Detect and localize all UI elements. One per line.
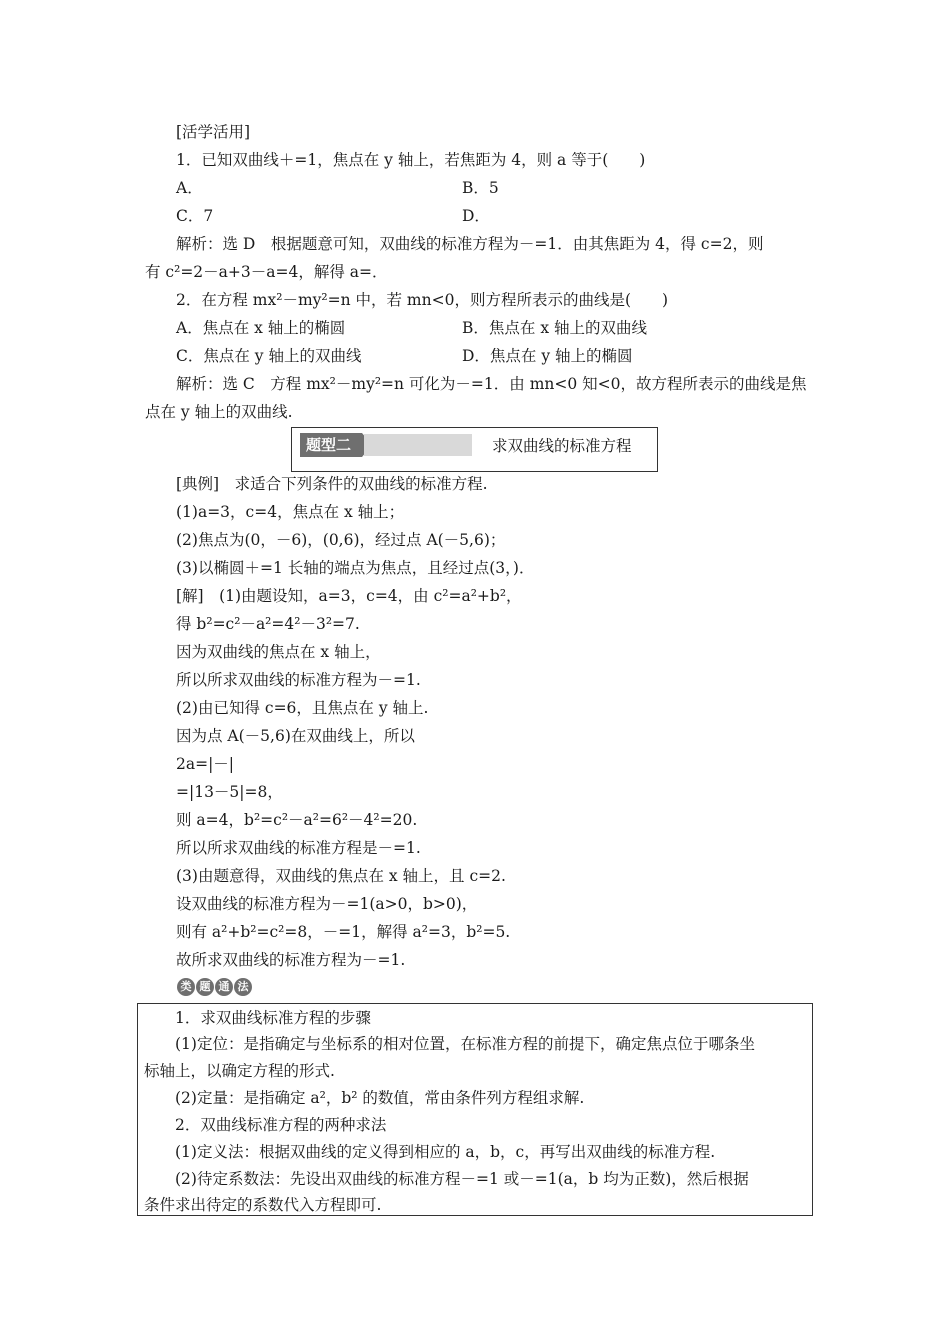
summary-line-7: (2)待定系数法：先设出双曲线的标准方程－=1 或－=1(a，b 均为正数)，然后根据 xyxy=(175,1170,749,1188)
question-1: 1．已知双曲线＋=1，焦点在 y 轴上，若焦距为 4，则 a 等于( ) xyxy=(176,151,646,169)
badge-char: 题 xyxy=(196,978,214,996)
q2-option-a: A．焦点在 x 轴上的椭圆 xyxy=(176,319,346,337)
section-tag: 题型二 xyxy=(300,433,362,457)
practice-heading: [活学活用] xyxy=(176,123,251,141)
example-line-4: (3)以椭圆＋=1 长轴的端点为焦点，且经过点(3，)． xyxy=(176,559,535,577)
example-line-7: 因为双曲线的焦点在 x 轴上， xyxy=(176,643,381,661)
q1-solution-line-2: 有 c²=2－a+3－a=4，解得 a=． xyxy=(145,263,388,281)
badge-char: 法 xyxy=(234,978,252,996)
example-line-17: 则有 a²+b²=c²=8，－=1，解得 a²=3，b²=5. xyxy=(176,923,511,941)
example-line-8: 所以所求双曲线的标准方程为－=1. xyxy=(176,671,421,689)
q2-solution-line-1: 解析：选 C 方程 mx²－my²=n 可化为－=1．由 mn<0 知<0，故方程所表示的曲线是焦 xyxy=(176,375,807,393)
q2-option-b: B．焦点在 x 轴上的双曲线 xyxy=(462,319,647,337)
summary-line-4: (2)定量：是指确定 a²，b² 的数值，常由条件列方程组求解. xyxy=(175,1089,585,1107)
summary-line-2: (1)定位：是指确定与坐标系的相对位置，在标准方程的前提下，确定焦点位于哪条坐 xyxy=(175,1035,755,1053)
example-line-3: (2)焦点为(0，－6)，(0,6)，经过点 A(－5,6)； xyxy=(176,531,506,549)
example-line-5: [解] (1)由题设知，a=3，c=4，由 c²=a²+b²， xyxy=(176,587,522,605)
example-line-13: 则 a=4，b²=c²－a²=6²－4²=20. xyxy=(176,811,418,829)
example-line-6: 得 b²=c²－a²=4²－3²=7. xyxy=(176,615,360,633)
example-line-16: 设双曲线的标准方程为－=1(a>0，b>0)， xyxy=(176,895,478,913)
summary-line-8: 条件求出待定的系数代入方程即可. xyxy=(144,1196,382,1214)
badge-char: 类 xyxy=(177,978,195,996)
badge-char: 通 xyxy=(215,978,233,996)
section-header xyxy=(291,427,658,472)
summary-line-5: 2．双曲线标准方程的两种求法 xyxy=(175,1116,387,1134)
q2-solution-line-2: 点在 y 轴上的双曲线. xyxy=(145,403,293,421)
q2-option-c: C．焦点在 y 轴上的双曲线 xyxy=(176,347,362,365)
question-2: 2．在方程 mx²－my²=n 中，若 mn<0，则方程所表示的曲线是( ) xyxy=(176,291,669,309)
example-line-9: (2)由已知得 c=6，且焦点在 y 轴上. xyxy=(176,699,429,717)
example-line-10: 因为点 A(－5,6)在双曲线上，所以 xyxy=(176,727,415,745)
summary-box xyxy=(137,1003,813,1216)
q1-option-c: C．7 xyxy=(176,207,214,225)
section-tag-bar xyxy=(364,434,472,456)
q1-solution-line-1: 解析：选 D 根据题意可知，双曲线的标准方程为－=1．由其焦距为 4，得 c=2，则 xyxy=(176,235,764,253)
example-line-11: 2a=|－| xyxy=(176,755,235,773)
example-line-1: [典例] 求适合下列条件的双曲线的标准方程. xyxy=(176,475,488,493)
example-line-12: =|13－5|=8， xyxy=(176,783,283,801)
example-line-15: (3)由题意得，双曲线的焦点在 x 轴上，且 c=2. xyxy=(176,867,506,885)
summary-line-3: 标轴上，以确定方程的形式. xyxy=(144,1062,335,1080)
section-title: 求双曲线的标准方程 xyxy=(492,437,632,455)
summary-line-1: 1．求双曲线标准方程的步骤 xyxy=(175,1009,371,1027)
method-badge xyxy=(177,975,257,995)
q1-option-a: A． xyxy=(176,179,203,197)
q1-option-b: B．5 xyxy=(462,179,499,197)
summary-line-6: (1)定义法：根据双曲线的定义得到相应的 a，b，c，再写出双曲线的标准方程. xyxy=(175,1143,716,1161)
example-line-2: (1)a=3，c=4，焦点在 x 轴上； xyxy=(176,503,405,521)
q1-option-d: D． xyxy=(462,207,490,225)
example-line-14: 所以所求双曲线的标准方程是－=1. xyxy=(176,839,421,857)
example-line-18: 故所求双曲线的标准方程为－=1. xyxy=(176,951,406,969)
q2-option-d: D．焦点在 y 轴上的椭圆 xyxy=(462,347,633,365)
